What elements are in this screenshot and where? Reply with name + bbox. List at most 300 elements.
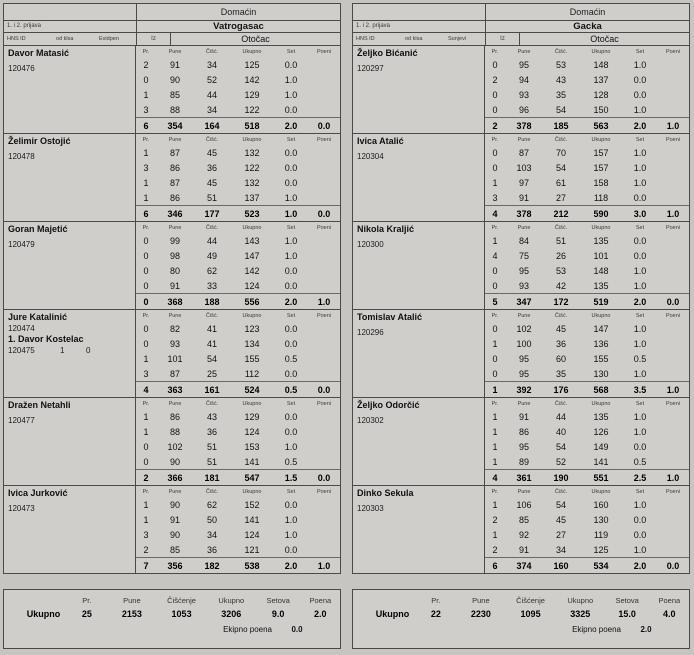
col-pr: Pr. [491,224,499,231]
team-name: Vatrogasac [213,21,264,32]
col-pr: Pr. [491,488,499,495]
cell-set: 0.0 [633,192,647,203]
cell-set: 1.0 [633,368,647,379]
total-pr: 4 [492,208,498,219]
cell-pr: 0 [492,368,498,379]
col-pr: Pr. [142,400,150,407]
club-name: Otočac [590,34,619,44]
cell-set: 0.0 [284,265,298,276]
table-row [136,497,340,512]
table-row [136,190,340,205]
cell-pr: 1 [143,514,149,525]
cell-ukupno: 130 [593,514,609,525]
cell-ciscenje: 54 [555,499,566,510]
cell-ciscenje: 54 [555,104,566,115]
cell-ciscenje: 53 [555,59,566,70]
player-sub-from: 1 [60,346,65,355]
player-scores [485,134,689,221]
meta-label-odklsa: od klsa [405,36,423,42]
col-ukupno: Ukupno [591,48,611,55]
player-total-row [485,293,689,309]
player-info [353,486,485,573]
cell-pr: 2 [492,74,498,85]
cell-ciscenje: 54 [555,441,566,452]
cell-ukupno: 137 [244,192,260,203]
player-id: 120303 [357,504,384,513]
club-name: Otočac [241,34,270,44]
column-headers [136,134,340,145]
cell-pune: 90 [169,456,180,467]
table-row [136,72,340,87]
cell-pr: 1 [492,499,498,510]
footer-val-pune: 2153 [121,609,142,619]
table-row [485,57,689,72]
cell-ukupno: 157 [593,162,609,173]
col-ukupno: Ukupno [591,400,611,407]
cell-pr: 0 [143,235,149,246]
player-id: 120478 [8,152,35,161]
col-pune: Pune [517,488,531,495]
cell-set: 0.0 [284,147,298,158]
player-info [4,398,136,485]
cell-pr: 0 [492,59,498,70]
cell-set: 0.0 [633,74,647,85]
footer-label-ukupno: Ukupno [375,609,410,619]
cell-ciscenje: 27 [555,192,566,203]
cell-pune: 87 [169,368,180,379]
panel-header-left [4,4,137,20]
col-set: Set [635,48,645,55]
cell-ciscenje: 42 [555,280,566,291]
player-block [4,398,340,486]
column-headers [485,486,689,497]
cell-ukupno: 147 [244,250,260,261]
cell-set: 0.0 [284,323,298,334]
table-row [485,336,689,351]
cell-set: 1.0 [633,177,647,188]
cell-ukupno: 123 [244,323,260,334]
club-row [137,33,340,45]
table-row [136,321,340,336]
cell-set: 1.0 [633,265,647,276]
meta-label-odklsa: od klsa [56,36,74,42]
col-poeni: Poeni [316,48,332,55]
table-row [485,542,689,557]
cell-pr: 0 [143,74,149,85]
cell-set: 0.0 [284,544,298,555]
col-poeni: Poeni [665,48,681,55]
total-pr: 2 [143,472,149,483]
cell-pune: 90 [169,499,180,510]
cell-pune: 101 [167,353,183,364]
cell-ukupno: 118 [593,192,609,203]
total-poeni: 0.0 [666,296,680,307]
cell-set: 0.0 [633,89,647,100]
cell-ukupno: 101 [593,250,609,261]
total-poeni: 1.0 [666,472,680,483]
cell-ukupno: 155 [244,353,260,364]
table-row [485,366,689,381]
cell-set: 0.0 [284,368,298,379]
table-row [136,527,340,542]
cell-pr: 1 [143,426,149,437]
cell-pune: 80 [169,265,180,276]
total-pune: 378 [516,120,532,131]
col-pune: Pune [168,400,182,407]
cell-ciscenje: 44 [555,411,566,422]
cell-pr: 0 [143,280,149,291]
panel-header-title: Domaćin [569,7,606,17]
col-poeni: Poeni [316,136,332,143]
cell-pune: 100 [516,338,532,349]
footer-val-setova: 15.0 [618,609,636,619]
cell-ukupno: 135 [593,280,609,291]
cell-pune: 95 [518,353,529,364]
cell-set: 0.0 [284,411,298,422]
total-set: 1.0 [284,208,298,219]
player-scores [136,486,340,573]
cell-set: 1.0 [633,426,647,437]
cell-ciscenje: 43 [206,411,217,422]
total-ciscenje: 190 [553,472,569,483]
footer-col-poena: Poena [309,596,332,605]
cell-pr: 0 [143,338,149,349]
total-ciscenje: 188 [204,296,220,307]
table-row [485,87,689,102]
table-row [485,72,689,87]
player-scores [136,222,340,309]
cell-pune: 93 [169,338,180,349]
cell-pune: 90 [169,529,180,540]
total-set: 2.5 [633,472,647,483]
col-pune: Pune [168,312,182,319]
prijava-label: 1. i 2. prijava [4,21,137,32]
cell-set: 1.0 [633,104,647,115]
footer-team-points-value: 2.0 [640,624,652,634]
table-row [136,424,340,439]
player-total-row [485,117,689,133]
footer-val-pr: 25 [81,609,92,619]
cell-ciscenje: 36 [206,544,217,555]
cell-ukupno: 126 [593,426,609,437]
cell-ciscenje: 34 [206,529,217,540]
cell-ukupno: 130 [593,368,609,379]
iz-label: Iz [486,33,520,45]
player-total-row [485,205,689,221]
total-ukupno: 518 [244,120,260,131]
footer-team-points-label: Ekipno poena [223,624,272,634]
footer-col-setova: Setova [266,596,290,605]
col-poeni: Poeni [316,312,332,319]
cell-ciscenje: 60 [555,353,566,364]
cell-ciscenje: 51 [206,441,217,452]
table-row [136,160,340,175]
total-pr: 6 [143,120,149,131]
total-ukupno: 563 [593,120,609,131]
total-set: 3.0 [633,208,647,219]
total-poeni: 1.0 [317,296,331,307]
col-set: Set [635,400,645,407]
col-ukupno: Ukupno [242,224,262,231]
cell-pr: 3 [143,529,149,540]
cell-pr: 0 [492,147,498,158]
player-scores [136,310,340,397]
cell-ukupno: 142 [244,74,260,85]
player-scores [136,46,340,133]
col-pr: Pr. [491,136,499,143]
footer-col-ciscenje: Čišćenje [167,596,196,605]
player-total-row [485,469,689,485]
cell-ukupno: 149 [593,441,609,452]
total-pune: 392 [516,384,532,395]
panel-subheader-team [353,21,689,33]
cell-ukupno: 143 [244,235,260,246]
cell-ciscenje: 52 [206,74,217,85]
cell-ukupno: 160 [593,499,609,510]
cell-ukupno: 128 [593,89,609,100]
col-ukupno: Ukupno [591,136,611,143]
col-pune: Pune [168,224,182,231]
cell-ciscenje: 25 [206,368,217,379]
total-ukupno: 524 [244,384,260,395]
table-row [485,512,689,527]
col-pr: Pr. [142,488,150,495]
total-pune: 378 [516,208,532,219]
cell-ciscenje: 33 [206,280,217,291]
cell-ciscenje: 54 [555,162,566,173]
table-row [485,424,689,439]
cell-set: 1.0 [633,323,647,334]
total-pune: 368 [167,296,183,307]
footer-col-ukupno: Ukupno [218,596,245,605]
player-total-row [136,205,340,221]
total-ukupno: 568 [593,384,609,395]
col-pr: Pr. [142,48,150,55]
col-pr: Pr. [491,400,499,407]
cell-pr: 1 [492,441,498,452]
cell-ukupno: 129 [244,89,260,100]
col-poeni: Poeni [316,400,332,407]
total-pr: 1 [492,384,498,395]
total-poeni: 0.0 [317,120,331,131]
column-headers [485,222,689,233]
cell-set: 1.0 [284,250,298,261]
player-info [4,46,136,133]
total-ciscenje: 212 [553,208,569,219]
col-poeni: Poeni [316,488,332,495]
panel-subheader-team [4,21,340,33]
cell-pune: 96 [518,104,529,115]
cell-set: 0.5 [633,353,647,364]
col-ukupno: Ukupno [591,488,611,495]
cell-pr: 0 [492,323,498,334]
cell-set: 1.0 [633,162,647,173]
cell-pr: 0 [492,265,498,276]
cell-ukupno: 141 [244,514,260,525]
player-id: 120473 [8,504,35,513]
table-row [485,248,689,263]
cell-pune: 93 [518,89,529,100]
col-set: Set [635,224,645,231]
cell-ukupno: 122 [244,104,260,115]
player-block [4,222,340,310]
player-id-substitute: 120475 [8,346,35,355]
cell-pune: 91 [518,544,529,555]
total-set: 2.0 [633,560,647,571]
cell-pr: 2 [492,514,498,525]
cell-pune: 102 [167,441,183,452]
total-ciscenje: 176 [553,384,569,395]
cell-ciscenje: 34 [555,544,566,555]
cell-pune: 89 [518,456,529,467]
footer-val-pune: 2230 [470,609,491,619]
player-block [4,310,340,398]
cell-ciscenje: 45 [206,177,217,188]
player-scores [485,46,689,133]
cell-ukupno: 142 [244,265,260,276]
total-ukupno: 534 [593,560,609,571]
total-poeni: 0.0 [317,472,331,483]
col-ukupno: Ukupno [591,312,611,319]
column-headers [485,398,689,409]
cell-set: 0.0 [284,280,298,291]
cell-ukupno: 141 [244,456,260,467]
prijava-label: 1. i 2. prijava [353,21,486,32]
player-name: Tomislav Atalić [357,312,423,322]
col-ciscenje: Čišć. [205,224,219,231]
total-ciscenje: 182 [204,560,220,571]
cell-ciscenje: 34 [206,59,217,70]
total-pr: 6 [492,560,498,571]
cell-ciscenje: 51 [206,456,217,467]
cell-set: 0.0 [284,499,298,510]
cell-set: 1.0 [633,544,647,555]
cell-pune: 85 [169,89,180,100]
cell-ukupno: 136 [593,338,609,349]
footer-col-ukupno: Ukupno [567,596,594,605]
table-row [136,409,340,424]
total-ukupno: 519 [593,296,609,307]
cell-pune: 86 [169,162,180,173]
col-ciscenje: Čišć. [205,488,219,495]
cell-ukupno: 137 [593,74,609,85]
cell-ukupno: 124 [244,426,260,437]
col-pune: Pune [168,48,182,55]
cell-ciscenje: 52 [555,456,566,467]
player-name: Želimir Ostojić [8,136,71,146]
cell-ciscenje: 70 [555,147,566,158]
cell-pune: 85 [169,544,180,555]
cell-ukupno: 135 [593,411,609,422]
cell-pr: 0 [492,104,498,115]
table-row [136,102,340,117]
meta-label-hnsid: HNS ID [7,36,26,42]
total-pune: 374 [516,560,532,571]
total-pr: 4 [143,384,149,395]
cell-set: 1.0 [284,529,298,540]
cell-ukupno: 152 [244,499,260,510]
cell-ukupno: 124 [244,280,260,291]
team-name: Gacka [573,21,602,32]
cell-set: 1.0 [284,74,298,85]
column-headers [136,310,340,321]
footer-col-poena: Poena [658,596,681,605]
cell-pune: 103 [516,162,532,173]
col-ciscenje: Čišć. [205,136,219,143]
table-row [485,190,689,205]
table-row [136,263,340,278]
footer-val-poena: 4.0 [663,609,676,619]
table-row [136,366,340,381]
player-total-row [136,469,340,485]
player-id: 120296 [357,328,384,337]
total-poeni: 1.0 [666,208,680,219]
cell-pr: 0 [492,89,498,100]
total-ukupno: 547 [244,472,260,483]
col-ukupno: Ukupno [242,312,262,319]
cell-ciscenje: 45 [555,323,566,334]
cell-pune: 92 [518,529,529,540]
iz-label: Iz [137,33,171,45]
player-id: 120304 [357,152,384,161]
cell-pune: 75 [518,250,529,261]
player-name: Davor Matasić [8,48,70,58]
cell-pune: 82 [169,323,180,334]
total-ukupno: 590 [593,208,609,219]
cell-pune: 85 [518,514,529,525]
player-name: Dražen Netahli [8,400,71,410]
meta-label-sunjevi: Sunjevi [448,36,467,42]
cell-pr: 1 [492,177,498,188]
footer-val-ciscenje: 1095 [520,609,541,619]
total-pune: 354 [167,120,183,131]
col-ukupno: Ukupno [242,136,262,143]
footer-label-ukupno: Ukupno [26,609,61,619]
cell-ciscenje: 51 [206,192,217,203]
cell-ciscenje: 35 [555,89,566,100]
cell-pr: 0 [492,162,498,173]
cell-pr: 1 [143,147,149,158]
col-poeni: Poeni [665,224,681,231]
cell-set: 1.0 [284,514,298,525]
total-ciscenje: 185 [553,120,569,131]
cell-ukupno: 121 [244,544,260,555]
cell-set: 1.0 [284,89,298,100]
cell-set: 0.0 [633,250,647,261]
cell-set: 0.0 [284,59,298,70]
column-headers [136,486,340,497]
total-ciscenje: 177 [204,208,220,219]
footer-values [4,606,340,622]
col-pr: Pr. [142,312,150,319]
footer-totals-away [352,589,690,649]
total-ukupno: 538 [244,560,260,571]
cell-ciscenje: 26 [555,250,566,261]
player-name: Ivica Jurković [8,488,68,498]
player-id: 120302 [357,416,384,425]
cell-ukupno: 134 [244,338,260,349]
table-row [136,512,340,527]
cell-pr: 1 [492,338,498,349]
col-pune: Pune [517,400,531,407]
table-row [136,351,340,366]
total-poeni: 1.0 [666,120,680,131]
col-pune: Pune [517,136,531,143]
player-block [353,398,689,486]
cell-set: 1.0 [633,338,647,349]
cell-pune: 91 [518,411,529,422]
player-id-substitute-row [8,345,135,356]
